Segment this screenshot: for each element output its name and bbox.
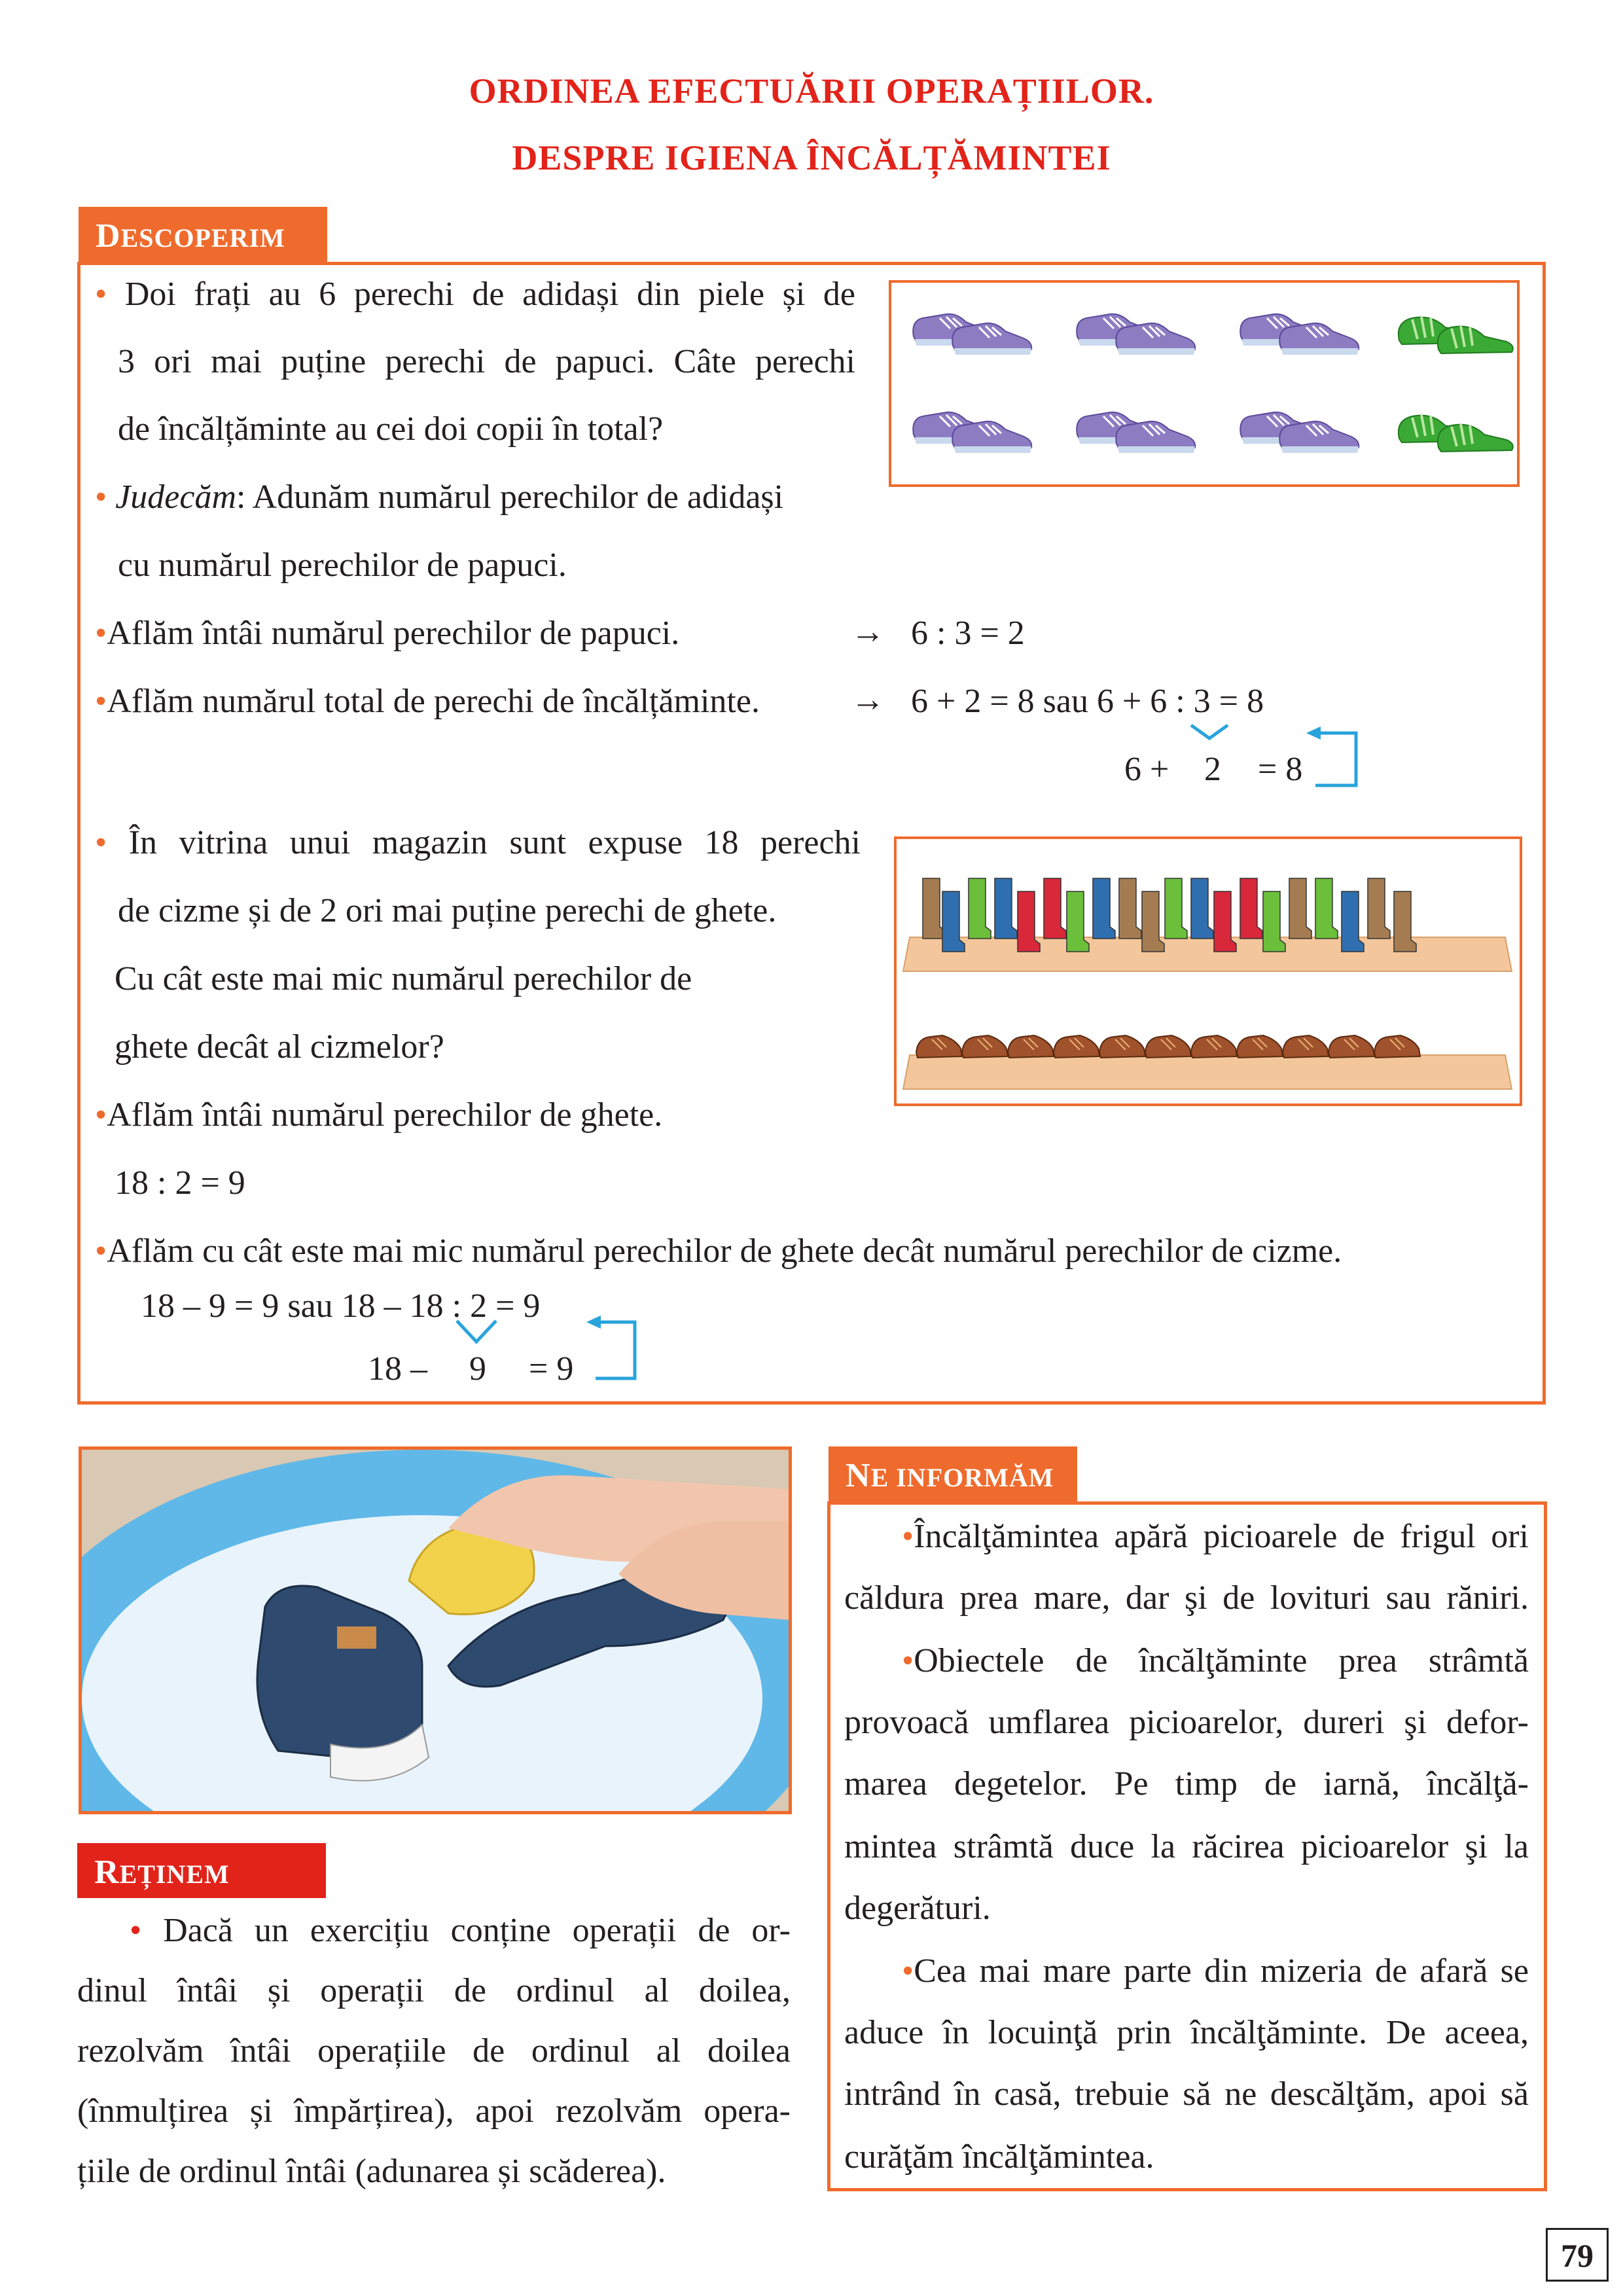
problem1-line-3: de încălțăminte au cei doi copii în total? [118, 410, 664, 448]
arrow-icon: → [851, 613, 885, 651]
page-number: 79 [1546, 2228, 1609, 2282]
problem1-text-1: Doi frați au 6 perechi de adidași din piele și de [124, 276, 856, 313]
judecam-line-1 [95, 478, 783, 517]
shoe-icon [916, 1035, 1420, 1058]
shelves-illustration [897, 839, 1520, 1103]
bullet-icon: • [95, 824, 107, 861]
sneaker-icon [913, 314, 1031, 355]
bullet-icon: • [902, 1518, 914, 1555]
retinem-tab-initial: R [94, 1854, 120, 1891]
retinem-line-5: țiile de ordinul întâi (adunarea și scăderea). [77, 2153, 666, 2190]
info-line-5: marea degetelor. Pe timp de iarnă, încălţă- [844, 1765, 1529, 1803]
washing-shoe-photo [79, 1446, 792, 1814]
footwear-illustration [891, 283, 1517, 484]
info-line-2: căldura prea mare, dar şi de lovituri sau răniri. [844, 1579, 1529, 1617]
sneaker-icon [1077, 412, 1195, 453]
info-text-8: Cea mai mare parte din mizeria de afară se [914, 1952, 1529, 1990]
bullet-icon: • [95, 478, 107, 516]
problem1-line-2: 3 ori mai puține perechi de papuci. Câte perechi [118, 343, 855, 380]
step4-sub-left: 18 – [368, 1350, 427, 1388]
page-title-line-1: ORDINEA EFECTUĂRII OPERAȚIILOR. [469, 71, 1154, 111]
step2-equation: 6 + 2 = 8 sau 6 + 6 : 3 = 8 [911, 683, 1264, 720]
judecam-label: Judecăm [115, 478, 237, 516]
slipper-icon [1399, 415, 1513, 452]
sneaker-icon [1240, 314, 1359, 355]
descoperim-tab [79, 207, 327, 262]
retinem-line-2: dinul întâi și operații de ordinul al doilea, [77, 1972, 791, 2009]
sneaker-icon [1240, 412, 1359, 453]
step4-sub-mid: 9 [469, 1350, 486, 1388]
page-title-line-2: DESPRE IGIENA ÎNCĂLȚĂMINTEI [512, 138, 1111, 177]
step2-text [95, 682, 760, 721]
step4-label: Aflăm cu cât este mai mic numărul perechilor de ghete decât numărul perechilor de cizme. [107, 1232, 1342, 1270]
descoperim-tab-rest: ESCOPERIM [120, 223, 285, 253]
ne-informam-tab-rest: E INFORMĂM [870, 1463, 1054, 1492]
step3-equation: 18 : 2 = 9 [115, 1164, 245, 1202]
info-line-8 [844, 1952, 1529, 1991]
step3-text [95, 1096, 662, 1135]
step2-label: Aflăm numărul total de perechi de încălțăminte. [107, 683, 760, 720]
step2-sub-right: = 8 [1258, 751, 1303, 788]
problem2-line-2: de cizme și de 2 ori mai puține perechi de ghete. [118, 892, 777, 929]
retinem-tab-rest: EȚINEM [119, 1859, 230, 1889]
bullet-icon: • [95, 683, 107, 720]
bullet-icon: • [95, 1096, 107, 1134]
step2-bracket-icon [1178, 720, 1374, 798]
problem2-line-4: ghete decât al cizmelor? [115, 1028, 444, 1066]
info-line-4: provoacă umflarea picioarelor, dureri şi defor- [844, 1704, 1529, 1741]
ne-informam-tab-initial: N [846, 1457, 871, 1494]
step2-sub-mid: 2 [1204, 751, 1221, 788]
sneakers-slippers-picture [889, 280, 1520, 487]
slipper-icon [1399, 317, 1513, 353]
step1-text [95, 614, 679, 653]
arrow-icon: → [851, 681, 885, 719]
step3-label: Aflăm întâi numărul perechilor de ghete. [107, 1096, 663, 1134]
step2-sub-left: 6 + [1124, 751, 1169, 788]
info-line-10: intrând în casă, trebuie să ne descălţăm, apoi să [844, 2075, 1529, 2113]
washing-basin-illustration [82, 1450, 789, 1811]
bullet-icon: • [902, 1642, 914, 1679]
sneaker-icon [913, 412, 1031, 453]
step4-text [95, 1232, 1342, 1271]
judecam-line-2: cu numărul perechilor de papuci. [118, 547, 567, 584]
info-text-3: Obiectele de încălţăminte prea strâmtă [914, 1642, 1529, 1679]
info-line-3 [844, 1641, 1529, 1681]
info-line-7: degerături. [844, 1890, 991, 1927]
info-line-1 [844, 1517, 1529, 1556]
retinem-text-1: Dacă un exercițiu conține operații de or- [163, 1912, 791, 1949]
boots-shoes-picture [894, 836, 1522, 1106]
problem1-line-1 [95, 275, 855, 314]
problem2-line-3: Cu cât este mai mic numărul perechilor de [115, 960, 692, 997]
judecam-text: : Adunăm numărul perechilor de adidași [236, 478, 784, 516]
info-line-6: mintea strâmtă duce la răcirea picioarelor şi la [844, 1828, 1529, 1865]
retinem-line-1 [77, 1911, 791, 1950]
retinem-line-4: (înmulțirea și împărțirea), apoi rezolvăm opera- [77, 2092, 791, 2130]
info-line-11: curăţăm încălţămintea. [844, 2138, 1154, 2176]
step4-equation: 18 – 9 = 9 sau 18 – 18 : 2 = 9 [141, 1287, 541, 1325]
info-line-9: aduce în locuinţă prin încălţăminte. De aceea, [844, 2014, 1529, 2051]
bullet-icon: • [130, 1912, 142, 1949]
step1-equation: 6 : 3 = 2 [911, 615, 1025, 652]
bullet-icon: • [95, 276, 107, 313]
descoperim-tab-initial: D [96, 217, 121, 255]
bullet-icon: • [95, 1232, 107, 1270]
sneaker-icon [1077, 314, 1195, 355]
bullet-icon: • [902, 1952, 914, 1990]
retinem-line-3: rezolvăm întâi operațiile de ordinul al doilea [77, 2032, 791, 2070]
step4-bracket-icon [445, 1316, 654, 1394]
problem2-line-1 [95, 823, 861, 863]
bullet-icon: • [95, 615, 107, 652]
step4-sub-right: = 9 [529, 1350, 574, 1388]
problem2-text-1: În vitrina unui magazin sunt expuse 18 perechi [128, 824, 861, 861]
retinem-tab [77, 1843, 326, 1898]
step1-label: Aflăm întâi numărul perechilor de papuci. [107, 615, 680, 652]
ne-informam-tab [829, 1446, 1077, 1501]
info-text-1: Încălţămintea apără picioarele de frigul ori [914, 1518, 1529, 1555]
